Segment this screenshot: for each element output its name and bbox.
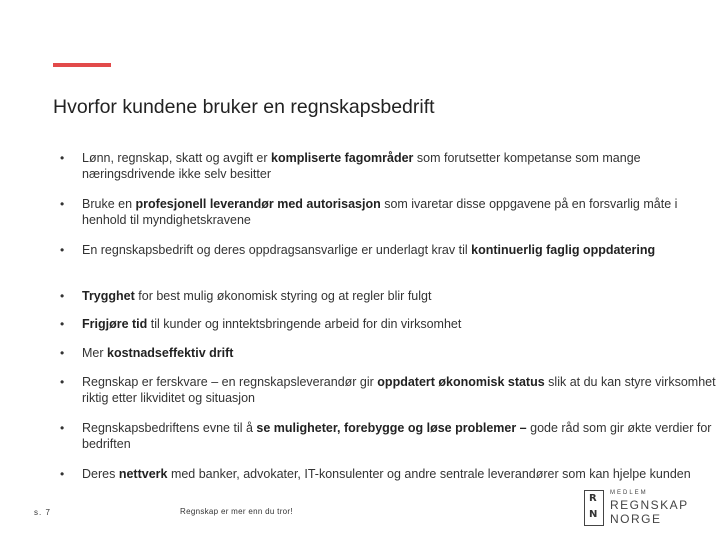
bullet-item — [60, 345, 720, 361]
bullet-item — [60, 150, 720, 182]
logo-mark — [584, 490, 604, 526]
bullet-emphasis: se muligheter, forebygge og løse problemer – — [256, 421, 527, 435]
bullet-text: gode råd som gir økte verdier for bedriften — [82, 421, 712, 451]
bullet-text: Lønn, regnskap, skatt og avgift er — [82, 151, 271, 165]
logo-norge: NORGE — [610, 512, 662, 526]
bullet-item — [60, 374, 720, 406]
bullet-item — [60, 242, 720, 258]
bullet-item — [60, 466, 720, 482]
bullet-emphasis: kompliserte fagområder — [271, 151, 414, 165]
bullet-emphasis: kontinuerlig faglig oppdatering — [471, 243, 656, 257]
bullet-text: med banker, advokater, IT-konsulenter og andre sentrale leverandører som kan hjelpe kunden — [167, 467, 691, 481]
bullet-emphasis: kostnadseffektiv drift — [107, 346, 234, 360]
bullet-emphasis: Trygghet — [82, 289, 135, 303]
bullet-text: Regnskapsbedriftens evne til å — [82, 421, 257, 435]
slide-title: Hvorfor kundene bruker en regnskapsbedrift — [53, 96, 435, 118]
accent-bar — [53, 63, 111, 67]
bullet-text: som ivaretar disse oppgavene på en forsvarlig måte i henhold til myndighetskravene — [82, 197, 678, 227]
bullet-text: Mer — [82, 346, 107, 360]
bullet-text: Regnskap er ferskvare – en regnskapsleverandør gir — [82, 375, 378, 389]
bullet-emphasis: oppdatert økonomisk status — [377, 375, 545, 389]
footer-tagline: Regnskap er mer enn du tror! — [180, 507, 293, 516]
bullet-text: Deres — [82, 467, 119, 481]
bullet-item — [60, 420, 720, 452]
bullet-item — [60, 288, 720, 304]
logo-medlem: MEDLEM — [610, 490, 648, 496]
logo-regnskap: REGNSKAP — [610, 498, 689, 512]
bullet-emphasis: Frigjøre tid — [82, 317, 148, 331]
logo-mark-bottom: N — [589, 509, 598, 520]
bullet-item — [60, 196, 720, 228]
bullet-text: til kunder og inntektsbringende arbeid for din virksomhet — [147, 317, 462, 331]
bullet-emphasis: profesjonell leverandør med autorisasjon — [135, 197, 381, 211]
bullet-emphasis: nettverk — [118, 467, 168, 481]
bullet-text: Bruke en — [82, 197, 136, 211]
logo-mark-top: R — [589, 493, 597, 504]
bullet-text: En regnskapsbedrift og deres oppdragsansvarlige er underlagt krav til — [82, 243, 472, 257]
bullet-item — [60, 316, 720, 332]
bullet-text: slik at du kan styre virksomhet riktig etter likviditet og situasjon — [82, 375, 716, 405]
bullet-text: som forutsetter kompetanse som mange næringsdrivende ikke selv besitter — [82, 151, 641, 181]
regnskap-norge-logo — [584, 490, 704, 530]
page-number: s. 7 — [34, 508, 51, 517]
bullet-text: for best mulig økonomisk styring og at regler blir fulgt — [134, 289, 432, 303]
